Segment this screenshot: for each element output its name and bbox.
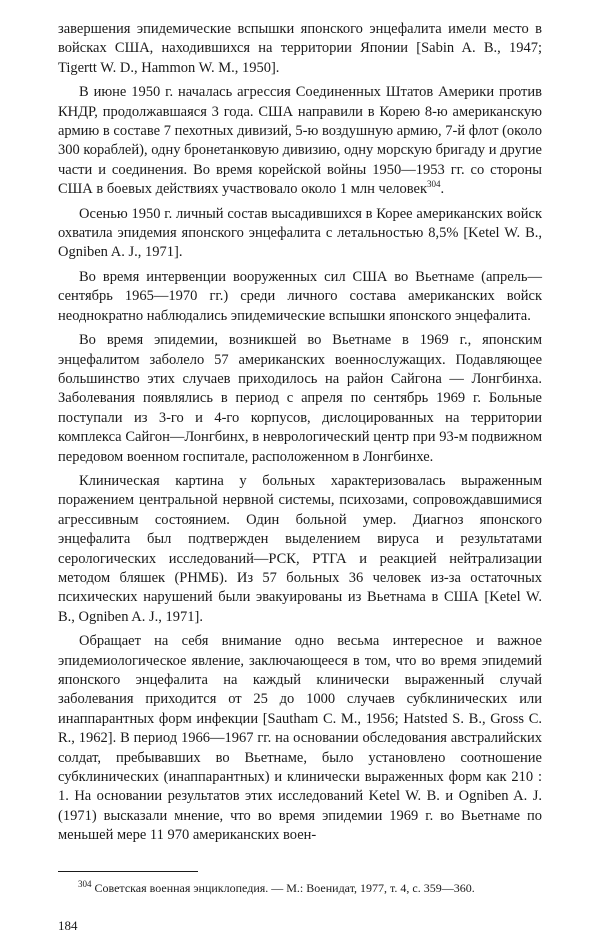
main-text	[58, 20, 542, 846]
footnote-reference: 304	[427, 179, 441, 190]
paragraph-2-text: В июне 1950 г. началась агрессия Соединенных Штатов Америки против КНДР, продолжавшаяся 3 года. США направили в Корею 8-ю американскую армию в составе 7 пехотных дивизий, 5-ю воздушную армию, 7-й флот (около 300 кораблей), одну бронетанковую дивизию, одну морскую бригаду и другие части и соединения. Во время корейской войны 1950—1953 гг. со стороны США в боевых действиях участвовало около 1 млн человек	[58, 84, 542, 198]
footnote-number: 304	[78, 878, 92, 889]
page-number: 184	[58, 917, 78, 933]
paragraph-6: Клиническая картина у больных характеризовалась выраженным поражением центральной нервной системы, психозами, сопровождавшимися агрессивным состоянием. Один больной умер. Диагноз японского энцефалита был подтвержден выделением вируса и результатами серологических исследований—РСК, РТГА и реакцией нейтрализации методом бляшек (РНМБ). Из 57 больных 36 человек из-за остаточных психических нарушений были эвакуированы из Вьетнама в США [Ketel W. B., Ogniben A. J., 1971].	[58, 472, 542, 625]
paragraph-2	[58, 83, 542, 199]
footnote-text: Советская военная энциклопедия. — М.: Военидат, 1977, т. 4, с. 359—360.	[91, 880, 475, 895]
footnote-divider	[58, 871, 198, 872]
paragraph-1: завершения эпидемические вспышки японского энцефалита имели место в войсках США, находившихся на территории Японии [Sabin A. B., 1947; Tigertt W. D., Hammon W. M., 1950].	[58, 21, 542, 76]
paragraph-7: Обращает на себя внимание одно весьма интересное и важное эпидемиологическое явление, заключающееся в том, что во время эпидемий японского энцефалита на каждый клинически выраженный случай заболевания приходится от 25 до 1000 случаев субклинических или инаппарантных форм инфекции [Sautham C. M., 1956; Hatsted S. B., Gross C. R., 1962]. В период 1966—1967 гг. на основании обследования австралийских солдат, пребывавших во Вьетнаме, было установлено соотношение субклинических (инаппарантных) и клинически выраженных форм как 210 : 1. На основании результатов этих исследований Ketel W. B. и Ogniben A. J. (1971) высказали мнение, что во время эпидемии 1969 г. во Вьетнаме по меньшей мере 11 970 американских воен-	[58, 633, 542, 844]
paragraph-4: Во время интервенции вооруженных сил США во Вьетнаме (апрель—сентябрь 1965—1970 гг.) среди личного состава американских войск неоднократно наблюдались эпидемические вспышки японского энцефалита.	[58, 268, 542, 324]
paragraph-2-end: .	[440, 181, 445, 198]
footnote	[58, 880, 542, 896]
paragraph-3: Осенью 1950 г. личный состав высадившихся в Корее американских войск охватила эпидемия японского энцефалита с летальностью 8,5% [Ketel W. B., Ogniben A. J., 1971].	[58, 205, 542, 261]
paragraph-5: Во время эпидемии, возникшей во Вьетнаме в 1969 г., японским энцефалитом заболело 57 американских военнослужащих. Подавляющее большинство этих случаев приходилось на район Сайгона — Лонгбинха. Заболевания появлялись в период с апреля по сентябрь 1969 г. Больные поступали из 3-го и 4-го корпусов, дислоцированных на территории комплекса Сайгон—Лонгбинх, в неврологический центр при 93-м подвижном передовом военном госпитале, расположенном в Лонгбинхе.	[58, 332, 542, 465]
